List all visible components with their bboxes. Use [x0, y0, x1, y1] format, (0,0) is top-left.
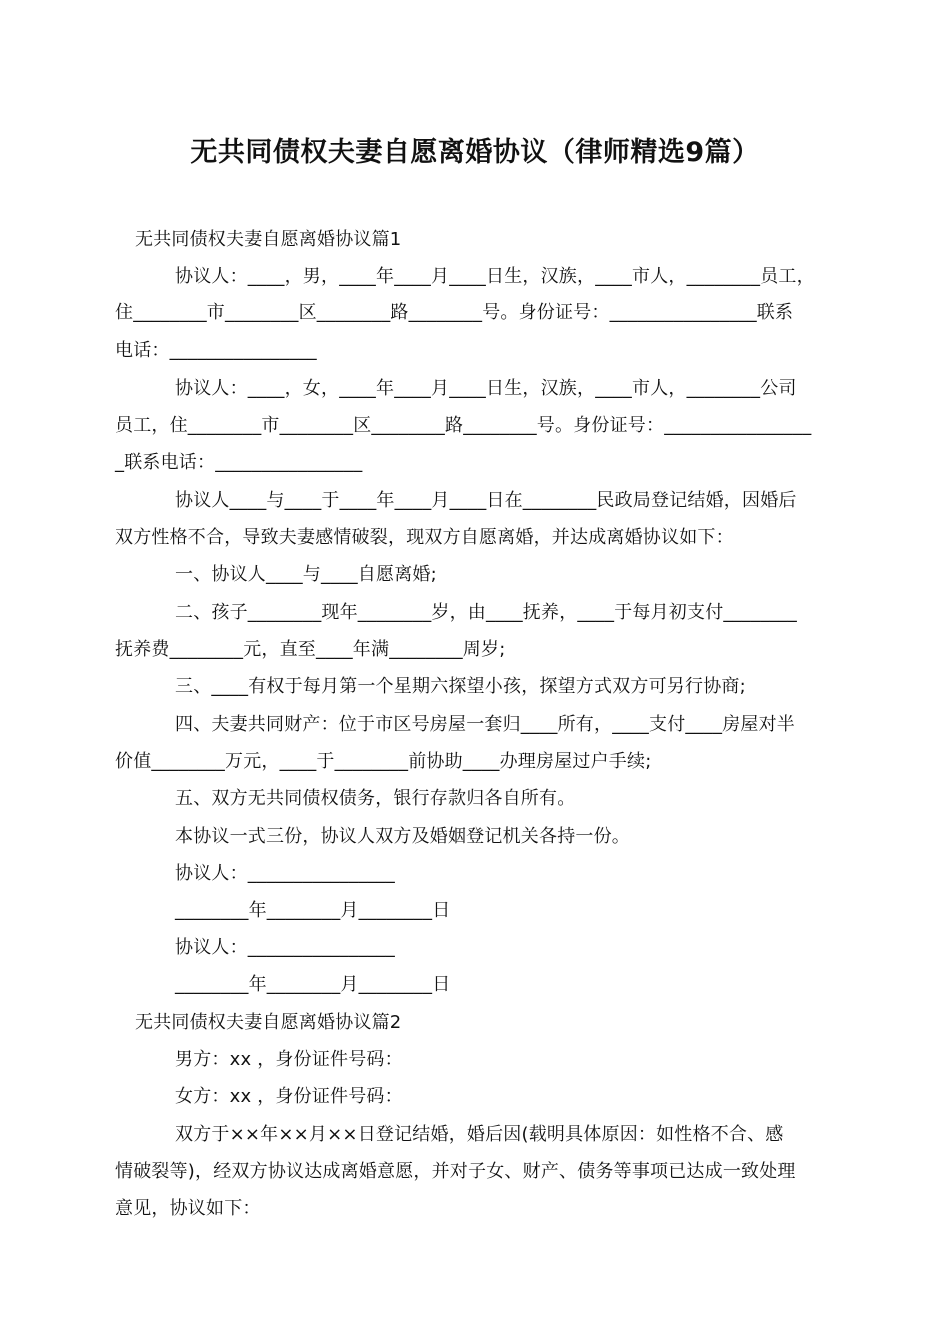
paragraph-line: 员工，住________市________区________路________号。身份证号：________________	[115, 415, 812, 436]
section-heading-1: 无共同债权夫妻自愿离婚协议篇1	[135, 229, 402, 250]
paragraph-line: 情破裂等)，经双方协议达成离婚意愿，并对子女、财产、债务等事项已达成一致处理	[115, 1161, 796, 1182]
paragraph-line: 抚养费________元，直至____年满________周岁;	[115, 639, 506, 660]
clause-line: 五、双方无共同债权债务，银行存款归各自所有。	[175, 788, 576, 809]
paragraph-line: _联系电话：________________	[115, 452, 363, 473]
section-heading-2: 无共同债权夫妻自愿离婚协议篇2	[135, 1012, 402, 1033]
paragraph-line: 电话：________________	[115, 340, 317, 361]
party-line: 男方：xx ，身份证件号码：	[175, 1049, 403, 1070]
clause-line: 四、夫妻共同财产：位于市区号房屋一套归____所有，____支付____房屋对半	[175, 714, 795, 735]
paragraph-line: 住________市________区________路________号。身份证号：________________联系	[115, 302, 794, 323]
paragraph-line: 价值________万元，____于________前协助____办理房屋过户手续;	[115, 751, 652, 772]
date-line: ________年________月________日	[175, 974, 451, 995]
signature-line: 协议人：________________	[175, 863, 395, 884]
date-line: ________年________月________日	[175, 900, 451, 921]
paragraph-line: 双方性格不合，导致夫妻感情破裂，现双方自愿离婚，并达成离婚协议如下：	[115, 527, 734, 548]
paragraph-line: 协议人：____，女，____年____月____日生，汉族，____市人，________公司	[175, 378, 797, 399]
paragraph-line: 双方于××年××月××日登记结婚，婚后因(载明具体原因：如性格不合、感	[175, 1124, 784, 1145]
paragraph-line: 协议人____与____于____年____月____日在________民政局登记结婚，因婚后	[175, 490, 797, 511]
paragraph-line: 协议人：____，男，____年____月____日生，汉族，____市人，________员工，	[175, 266, 815, 287]
paragraph-line: 本协议一式三份，协议人双方及婚姻登记机关各持一份。	[175, 826, 630, 847]
party-line: 女方：xx ，身份证件号码：	[175, 1086, 403, 1107]
paragraph-line: 意见，协议如下：	[115, 1198, 261, 1219]
signature-line: 协议人：________________	[175, 937, 395, 958]
document-title: 无共同债权夫妻自愿离婚协议（律师精选9篇）	[190, 137, 760, 168]
clause-line: 一、协议人____与____自愿离婚;	[175, 564, 437, 585]
clause-line: 三、____有权于每月第一个星期六探望小孩，探望方式双方可另行协商;	[175, 676, 746, 697]
clause-line: 二、孩子________现年________岁，由____抚养，____于每月初支付________	[175, 602, 797, 623]
